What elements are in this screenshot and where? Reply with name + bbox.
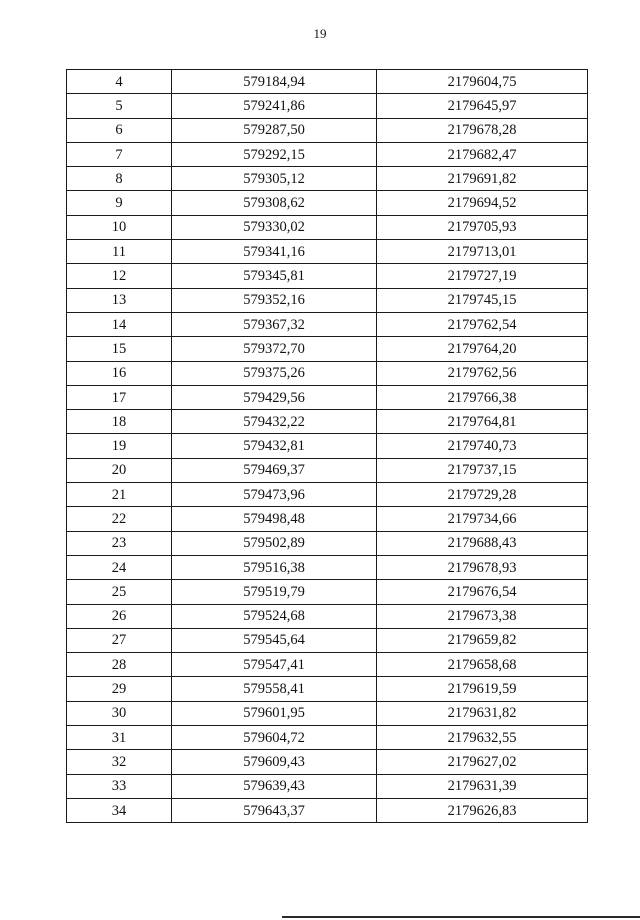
point-number-cell: 30	[67, 701, 172, 725]
table-row	[67, 385, 588, 409]
y-coordinate-cell: 2179678,28	[377, 118, 588, 142]
x-coordinate-cell: 579345,81	[172, 264, 377, 288]
y-coordinate-cell: 2179673,38	[377, 604, 588, 628]
table-row	[67, 361, 588, 385]
point-number-cell: 28	[67, 653, 172, 677]
y-coordinate-cell: 2179764,20	[377, 337, 588, 361]
y-coordinate-cell: 2179632,55	[377, 726, 588, 750]
table-row	[67, 264, 588, 288]
table-row	[67, 677, 588, 701]
x-coordinate-cell: 579516,38	[172, 555, 377, 579]
table-row	[67, 774, 588, 798]
point-number-cell: 6	[67, 118, 172, 142]
point-number-cell: 8	[67, 167, 172, 191]
x-coordinate-cell: 579375,26	[172, 361, 377, 385]
x-coordinate-cell: 579432,22	[172, 410, 377, 434]
y-coordinate-cell: 2179682,47	[377, 142, 588, 166]
y-coordinate-cell: 2179737,15	[377, 458, 588, 482]
x-coordinate-cell: 579502,89	[172, 531, 377, 555]
table-row	[67, 604, 588, 628]
point-number-cell: 19	[67, 434, 172, 458]
x-coordinate-cell: 579498,48	[172, 507, 377, 531]
x-coordinate-cell: 579473,96	[172, 483, 377, 507]
y-coordinate-cell: 2179631,39	[377, 774, 588, 798]
point-number-cell: 29	[67, 677, 172, 701]
point-number-cell: 14	[67, 312, 172, 336]
x-coordinate-cell: 579352,16	[172, 288, 377, 312]
table-row	[67, 701, 588, 725]
table-row	[67, 240, 588, 264]
y-coordinate-cell: 2179631,82	[377, 701, 588, 725]
point-number-cell: 22	[67, 507, 172, 531]
table-row	[67, 653, 588, 677]
bottom-rule	[282, 916, 640, 918]
x-coordinate-cell: 579330,02	[172, 215, 377, 239]
table-row	[67, 191, 588, 215]
point-number-cell: 23	[67, 531, 172, 555]
y-coordinate-cell: 2179691,82	[377, 167, 588, 191]
x-coordinate-cell: 579372,70	[172, 337, 377, 361]
y-coordinate-cell: 2179762,54	[377, 312, 588, 336]
point-number-cell: 7	[67, 142, 172, 166]
point-number-cell: 17	[67, 385, 172, 409]
point-number-cell: 21	[67, 483, 172, 507]
x-coordinate-cell: 579429,56	[172, 385, 377, 409]
y-coordinate-cell: 2179740,73	[377, 434, 588, 458]
point-number-cell: 32	[67, 750, 172, 774]
x-coordinate-cell: 579639,43	[172, 774, 377, 798]
y-coordinate-cell: 2179727,19	[377, 264, 588, 288]
point-number-cell: 4	[67, 70, 172, 94]
point-number-cell: 33	[67, 774, 172, 798]
table-row	[67, 70, 588, 94]
y-coordinate-cell: 2179658,68	[377, 653, 588, 677]
table-row	[67, 555, 588, 579]
y-coordinate-cell: 2179713,01	[377, 240, 588, 264]
x-coordinate-cell: 579292,15	[172, 142, 377, 166]
x-coordinate-cell: 579558,41	[172, 677, 377, 701]
point-number-cell: 13	[67, 288, 172, 312]
point-number-cell: 5	[67, 94, 172, 118]
coordinates-table-body	[67, 70, 588, 823]
x-coordinate-cell: 579341,16	[172, 240, 377, 264]
point-number-cell: 12	[67, 264, 172, 288]
point-number-cell: 20	[67, 458, 172, 482]
table-row	[67, 167, 588, 191]
point-number-cell: 10	[67, 215, 172, 239]
x-coordinate-cell: 579469,37	[172, 458, 377, 482]
x-coordinate-cell: 579547,41	[172, 653, 377, 677]
y-coordinate-cell: 2179619,59	[377, 677, 588, 701]
y-coordinate-cell: 2179688,43	[377, 531, 588, 555]
point-number-cell: 11	[67, 240, 172, 264]
y-coordinate-cell: 2179678,93	[377, 555, 588, 579]
y-coordinate-cell: 2179626,83	[377, 798, 588, 822]
table-row	[67, 118, 588, 142]
y-coordinate-cell: 2179694,52	[377, 191, 588, 215]
table-row	[67, 94, 588, 118]
table-row	[67, 580, 588, 604]
table-row	[67, 458, 588, 482]
x-coordinate-cell: 579545,64	[172, 628, 377, 652]
point-number-cell: 16	[67, 361, 172, 385]
x-coordinate-cell: 579308,62	[172, 191, 377, 215]
y-coordinate-cell: 2179734,66	[377, 507, 588, 531]
x-coordinate-cell: 579643,37	[172, 798, 377, 822]
point-number-cell: 15	[67, 337, 172, 361]
point-number-cell: 26	[67, 604, 172, 628]
x-coordinate-cell: 579305,12	[172, 167, 377, 191]
x-coordinate-cell: 579524,68	[172, 604, 377, 628]
point-number-cell: 18	[67, 410, 172, 434]
y-coordinate-cell: 2179766,38	[377, 385, 588, 409]
page-number: 19	[313, 26, 327, 41]
x-coordinate-cell: 579609,43	[172, 750, 377, 774]
x-coordinate-cell: 579287,50	[172, 118, 377, 142]
table-row	[67, 288, 588, 312]
table-row	[67, 628, 588, 652]
y-coordinate-cell: 2179745,15	[377, 288, 588, 312]
point-number-cell: 27	[67, 628, 172, 652]
point-number-cell: 34	[67, 798, 172, 822]
table-row	[67, 215, 588, 239]
table-row	[67, 142, 588, 166]
table-row	[67, 410, 588, 434]
y-coordinate-cell: 2179659,82	[377, 628, 588, 652]
x-coordinate-cell: 579601,95	[172, 701, 377, 725]
y-coordinate-cell: 2179676,54	[377, 580, 588, 604]
table-row	[67, 726, 588, 750]
table-row	[67, 483, 588, 507]
y-coordinate-cell: 2179762,56	[377, 361, 588, 385]
y-coordinate-cell: 2179705,93	[377, 215, 588, 239]
y-coordinate-cell: 2179645,97	[377, 94, 588, 118]
table-row	[67, 798, 588, 822]
point-number-cell: 24	[67, 555, 172, 579]
point-number-cell: 25	[67, 580, 172, 604]
x-coordinate-cell: 579367,32	[172, 312, 377, 336]
table-row	[67, 531, 588, 555]
table-row	[67, 750, 588, 774]
y-coordinate-cell: 2179729,28	[377, 483, 588, 507]
x-coordinate-cell: 579604,72	[172, 726, 377, 750]
table-row	[67, 434, 588, 458]
y-coordinate-cell: 2179604,75	[377, 70, 588, 94]
table-row	[67, 507, 588, 531]
table-row	[67, 312, 588, 336]
x-coordinate-cell: 579241,86	[172, 94, 377, 118]
x-coordinate-cell: 579432,81	[172, 434, 377, 458]
x-coordinate-cell: 579519,79	[172, 580, 377, 604]
x-coordinate-cell: 579184,94	[172, 70, 377, 94]
point-number-cell: 9	[67, 191, 172, 215]
coordinates-table	[66, 69, 588, 823]
y-coordinate-cell: 2179764,81	[377, 410, 588, 434]
point-number-cell: 31	[67, 726, 172, 750]
y-coordinate-cell: 2179627,02	[377, 750, 588, 774]
table-row	[67, 337, 588, 361]
